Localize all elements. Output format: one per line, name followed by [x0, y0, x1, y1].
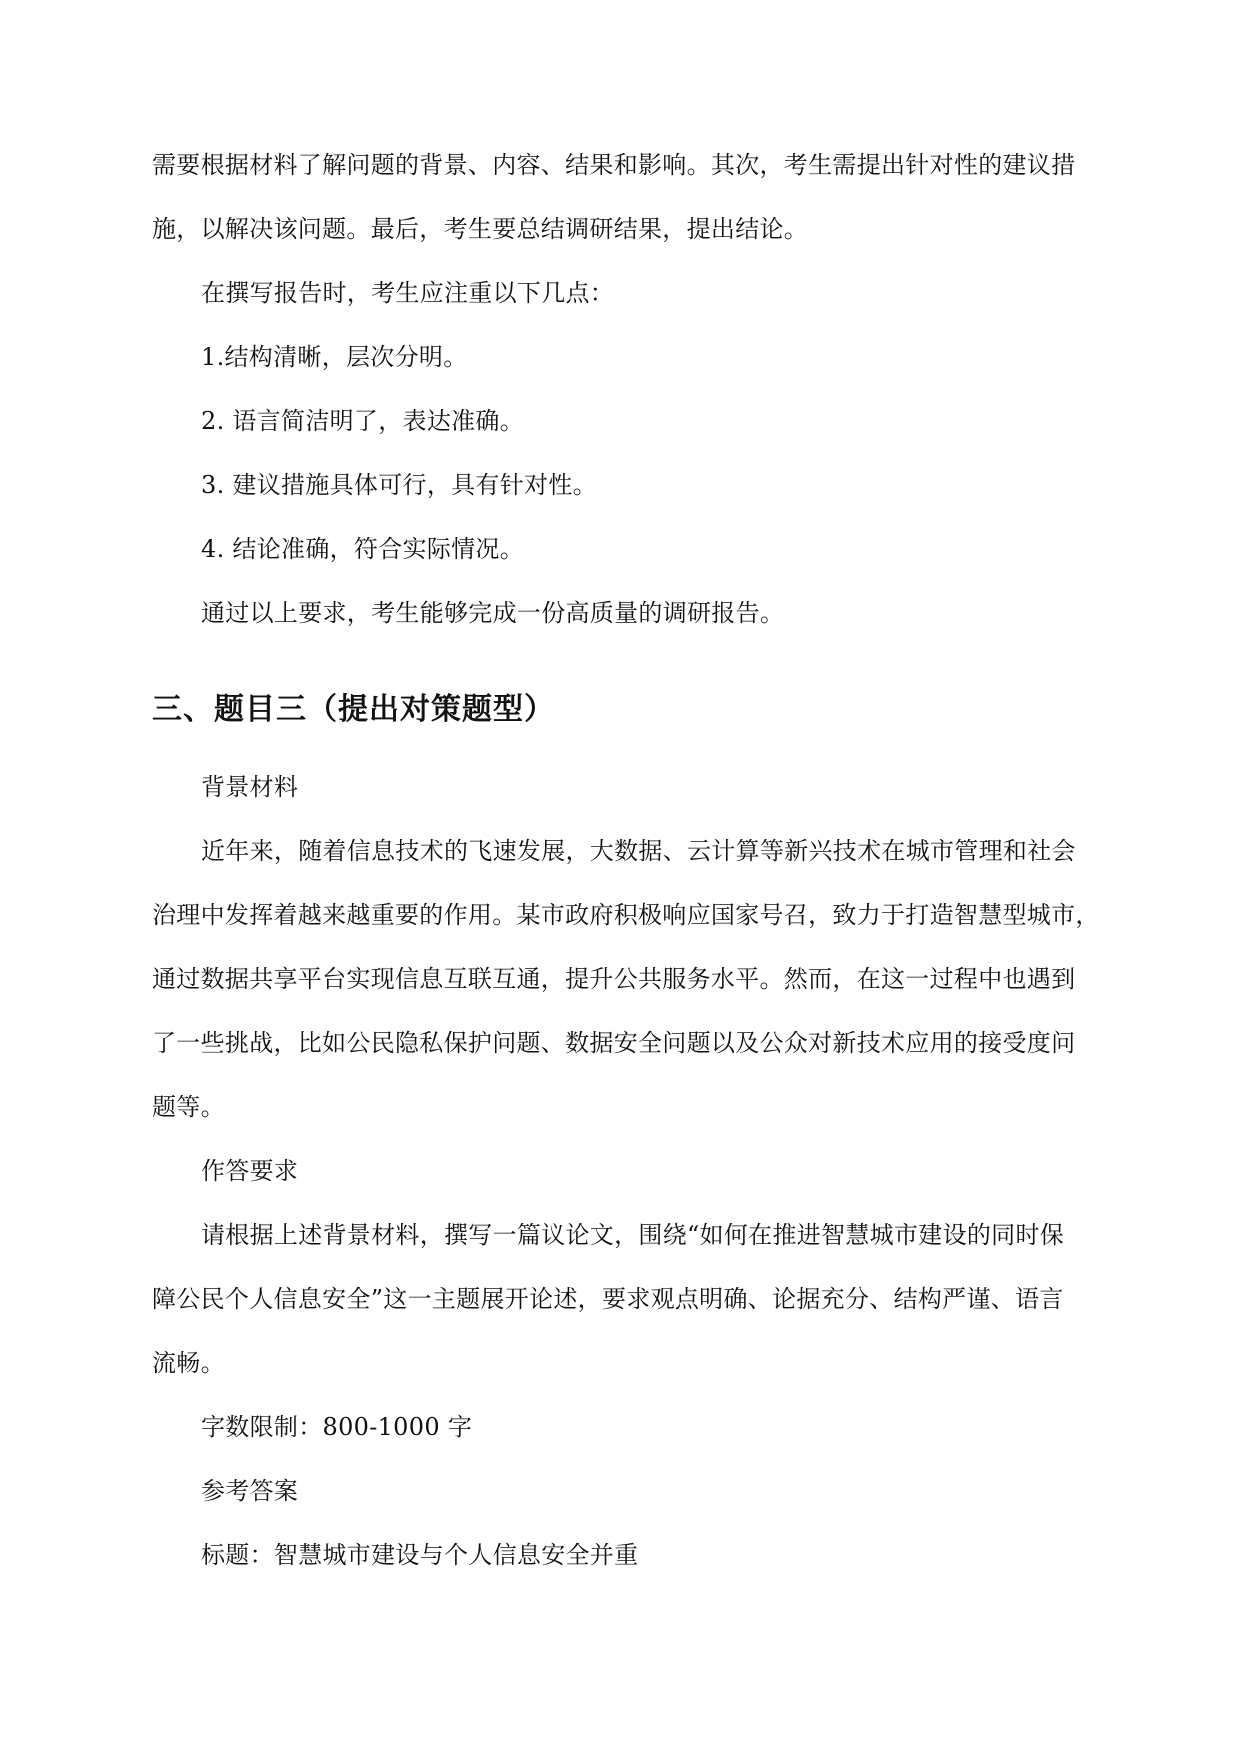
background-paragraph-line: 治理中发挥着越来越重要的作用。某市政府积极响应国家号召，致力于打造智慧型城市，: [152, 901, 1100, 929]
requirements-label: 作答要求: [201, 1157, 299, 1185]
word-limit-text: 字数限制：800-1000 字: [201, 1413, 473, 1441]
background-paragraph-line: 题等。: [152, 1093, 225, 1121]
answer-title: 标题：智慧城市建设与个人信息安全并重: [201, 1541, 639, 1569]
requirements-paragraph-line: 流畅。: [152, 1349, 225, 1377]
list-item: 2. 语言简洁明了，表达准确。: [201, 407, 525, 435]
requirements-paragraph-line: 请根据上述背景材料，撰写一篇议论文，围绕“如何在推进智慧城市建设的同时保: [201, 1221, 1065, 1249]
list-item: 4. 结论准确，符合实际情况。: [201, 535, 525, 563]
background-paragraph-line: 了一些挑战，比如公民隐私保护问题、数据安全问题以及公众对新技术应用的接受度问: [152, 1029, 1076, 1057]
list-item: 1.结构清晰，层次分明。: [201, 343, 468, 371]
background-paragraph-line: 通过数据共享平台实现信息互联互通，提升公共服务水平。然而，在这一过程中也遇到: [152, 965, 1076, 993]
intro-paragraph-line: 需要根据材料了解问题的背景、内容、结果和影响。其次，考生需提出针对性的建议措: [152, 151, 1076, 179]
answer-label: 参考答案: [201, 1477, 299, 1505]
closing-text: 通过以上要求，考生能够完成一份高质量的调研报告。: [201, 599, 785, 627]
background-label: 背景材料: [201, 773, 299, 801]
section-heading: 三、题目三（提出对策题型）: [152, 692, 555, 727]
list-item: 3. 建议措施具体可行，具有针对性。: [201, 471, 597, 499]
points-intro-text: 在撰写报告时，考生应注重以下几点：: [201, 279, 615, 307]
background-paragraph-line: 近年来，随着信息技术的飞速发展，大数据、云计算等新兴技术在城市管理和社会: [201, 837, 1076, 865]
intro-paragraph-line: 施，以解决该问题。最后，考生要总结调研结果，提出结论。: [152, 215, 809, 243]
requirements-paragraph-line: 障公民个人信息安全”这一主题展开论述，要求观点明确、论据充分、结构严谨、语言: [152, 1285, 1064, 1313]
